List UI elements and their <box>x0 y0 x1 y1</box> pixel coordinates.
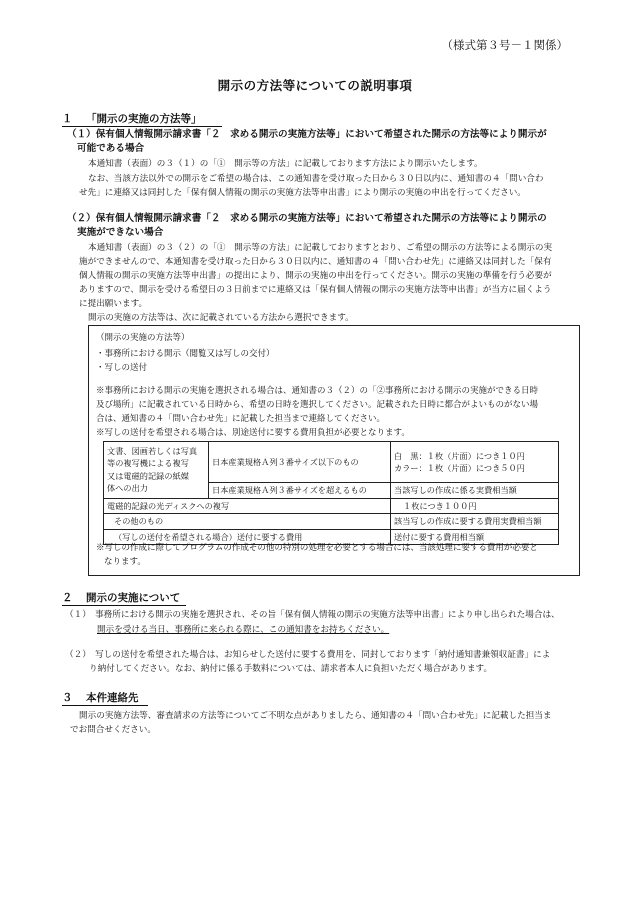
subsection1-1-heading: （１）保有個人情報開示請求書「２ 求める開示の実施方法等」において希望された開示の方法等により開示が 可能である場合 <box>67 129 547 154</box>
section2-heading <box>62 590 180 605</box>
table-cell-doc-label: 文書、図画若しくは写真 等の複写機による複写 又は電磁的記録の紙媒 体への出力 <box>104 442 209 499</box>
box-item-mail: ・写しの送付 <box>96 363 148 373</box>
subsection1-1-line1: 本通知書（表面）の３（１）の「① 開示等の方法」に記載しております方法により開示いたします。 <box>88 159 483 169</box>
section2-item1-line2: 開示を受ける当日、事務所に来られる際に、この通知書をお持ちください。 <box>97 625 390 635</box>
table-row <box>104 442 559 483</box>
table-cell-shipping: （写しの送付を希望される場合）送付に要する費用 <box>104 529 391 545</box>
section3-number: ３ <box>62 692 73 704</box>
table-cell-other-fee: 該当写しの作成に要する費用実費相当額 <box>391 514 559 530</box>
table-row <box>104 514 559 530</box>
box-note1-line3: 合は、通知書の４「問い合わせ先」に記載した担当まで連絡してください。 <box>96 414 386 424</box>
section2-item2-line2: り納付してください。なお、納付に係る手数料については、請求者本人に負担いただく場合があります。 <box>89 664 493 674</box>
method-select-line: 開示の実施の方法等は、次に記載されている方法から選択できます。 <box>88 313 354 323</box>
subsection1-1-line3: せ先」に連絡又は同封した「保有個人情報の開示の実施方法等申出書」により開示の実施の申出を行ってください。 <box>79 188 526 198</box>
table-cell-optical-disc-fee: １枚につき１００円 <box>391 498 559 514</box>
subsection1-1-line2: なお、当該方法以外での開示をご希望の場合は、この通知書を受け取った日から３０日以内に、通知書の４「問い合わ <box>88 174 544 184</box>
section1-number: １ <box>62 113 73 125</box>
box-note1-line2: 及び場所」に記載されている日時から、希望の日時を選択してください。記載された日時に都合がよいものがない場 <box>96 400 539 410</box>
box-note3-line1: ※写しの作成に際してプログラムの作成その他の特別の処理を必要とする場合には、当該処理に要する費用が必要と <box>96 543 538 553</box>
subsection1-2-line4: ありますので、開示を受ける希望日の３日前までに連絡又は「保有個人情報の開示の実施方法等申出書」が当方に届くよう <box>79 285 552 295</box>
section1-title: 「開示の実施の方法等」 <box>86 113 202 125</box>
box-note1-line1: ※事務所における開示の実施を選択される場合は、通知書の３（２）の「②事務所における開示の実施ができる日時 <box>96 386 539 396</box>
table-cell-a3-under: 日本産業規格Ａ列３番サイズ以下のもの <box>209 442 391 483</box>
section2-title: 開示の実施について <box>86 592 181 604</box>
box-note2: ※写しの送付を希望される場合は、別途送付に要する費用負担が必要となります。 <box>96 428 410 438</box>
section1-underline <box>62 126 222 127</box>
table-cell-optical-disc: 電磁的記録の光ディスクへの複写 <box>104 498 391 514</box>
subsection1-2-line5: に提出願います。 <box>79 299 148 309</box>
section3-title: 本件連絡先 <box>86 692 139 704</box>
table-cell-a3-over-fee: 当該写しの作成に係る実費相当額 <box>391 483 559 499</box>
subsection1-2-line1: 本通知書（表面）の３（２）の「① 開示等の方法」に記載しておりますとおり、ご希望の開示の方法等による開示の実 <box>88 243 553 253</box>
subsection1-2-line2: 施ができませんので、本通知書を受け取った日から３０日以内に、通知書の４「問い合わせ先」に連絡又は同封した「保有 <box>79 257 552 267</box>
table-cell-other: その他のもの <box>104 514 391 530</box>
form-number: （様式第３号－１関係） <box>441 38 568 52</box>
subsection1-2-line3: 個人情報の開示の実施方法等申出書」の提出により、開示の実施の申出を行ってください。開示の実施の準備を行う必要が <box>79 271 552 281</box>
page-title: 開示の方法等についての説明事項 <box>217 78 413 93</box>
box-note3-line2: なります。 <box>104 557 146 567</box>
section1-heading <box>62 111 202 126</box>
section3-heading <box>62 690 139 705</box>
section2-item2-line1: （２） 写しの送付を希望された場合は、お知らせした送付に要する費用を、同封しております「納付通知書兼領収証書」によ <box>65 650 551 660</box>
section2-item1-line1: （１） 事務所における開示の実施を選択され、その旨「保有個人情報の開示の実施方法等申出書」により申し出られた場合は、 <box>65 610 560 620</box>
subsection1-2-heading: （２）保有個人情報開示請求書「２ 求める開示の実施方法等」において希望された開示の方法等により開示の 実施ができない場合 <box>67 213 547 238</box>
section2-underline <box>62 605 186 606</box>
table-cell-shipping-fee: 送付に要する費用相当額 <box>391 529 559 545</box>
section2-number: ２ <box>62 592 73 604</box>
box-item-office: ・事務所における開示（閲覧又は写しの交付） <box>96 349 275 359</box>
fee-table <box>103 441 559 545</box>
table-cell-a3-over: 日本産業規格Ａ列３番サイズを超えるもの <box>209 483 391 499</box>
section3-line2: でお問合せください。 <box>70 725 156 735</box>
section3-underline <box>62 705 148 706</box>
section3-line1: 開示の実施方法等、審査請求の方法等についてご不明な点がありましたら、通知書の４「問い合わせ先」に記載した担当ま <box>79 711 552 721</box>
table-row <box>104 498 559 514</box>
table-cell-a3-under-fee: 白 黒：１枚（片面）につき１０円 カラー：１枚（片面）につき５０円 <box>391 442 559 483</box>
box-heading: （開示の実施の方法等） <box>96 333 190 343</box>
